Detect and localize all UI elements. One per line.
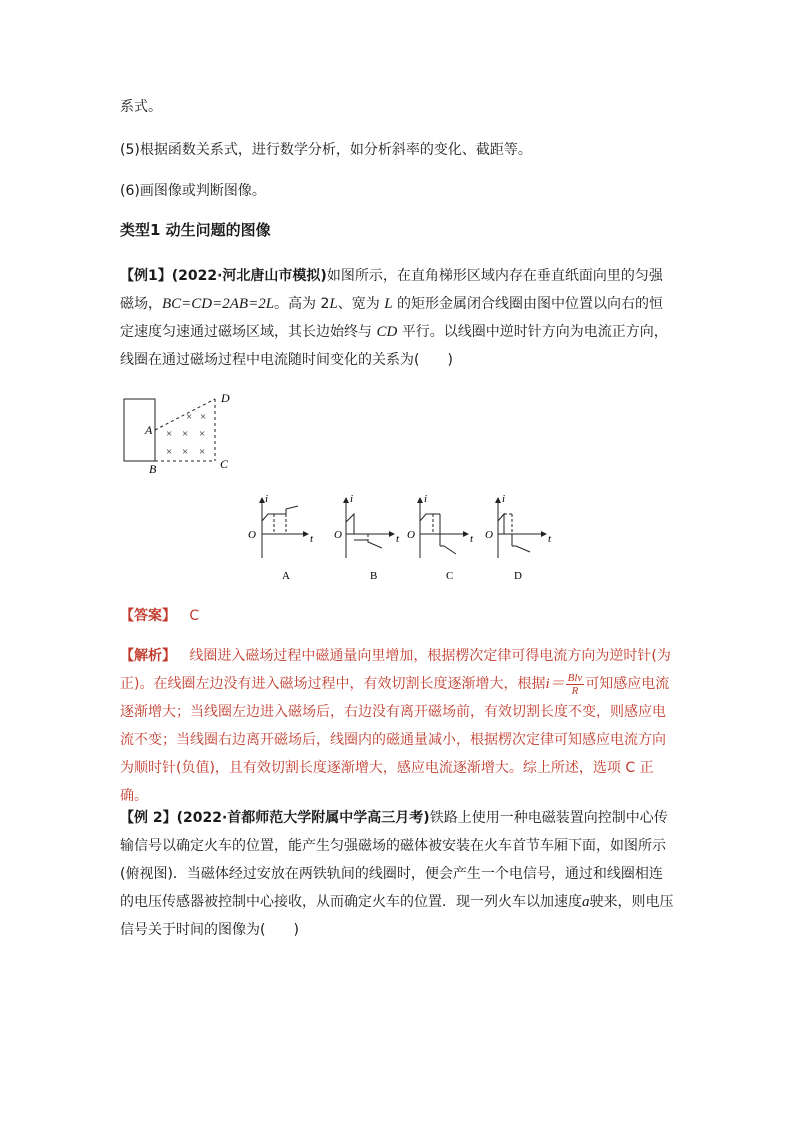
magnetic-field-crosses bbox=[166, 411, 206, 458]
graph-option-D bbox=[485, 493, 552, 582]
example-1-text: 、宽为 bbox=[337, 296, 380, 312]
example-1-label: 【例1】 bbox=[120, 268, 172, 284]
graph-option-C bbox=[407, 493, 474, 582]
current-curve bbox=[440, 546, 456, 554]
field-region-figure bbox=[118, 388, 248, 474]
axis-label-i: i bbox=[502, 493, 506, 505]
axis-label-t: t bbox=[470, 533, 474, 545]
analysis-text: 可知感应电流逐渐增大；当线圈左边进入磁场后，右边没有离开磁场前，有效切割长度不变，则感应电流不变；当线圈右边离开磁场后，线圈内的磁通量减小，根据楞次定律可知感应电流方向为顺时针(负值)，且有效切割长度逐渐增大，感应电流逐渐增大。综上所述，选项 C 正确。 bbox=[120, 676, 670, 804]
example-2-text: 铁路上使用一种电磁装置向控制中心传输信号以确定火车的位置，能产生匀强磁场的磁体被安装在火车首节车厢下面，如图所示(俯视图)．当磁体经过安放在两铁轨间的线圈时，便会产生一个电信号，通过和线圈相连的电压传感器被控制中心接收，从而确定火车的位置．现一列火车以加速度 bbox=[120, 810, 668, 910]
graph-caption: C bbox=[446, 570, 454, 582]
example-1-source: (2022·河北唐山市模拟) bbox=[171, 268, 327, 284]
current-curve bbox=[420, 514, 440, 521]
field-cross: × bbox=[166, 428, 173, 440]
option-graphs bbox=[246, 492, 558, 588]
origin-label: O bbox=[485, 529, 493, 541]
example-2-source: (2022·首都师范大学附属中学高三月考) bbox=[176, 810, 430, 826]
text-line-2: (5)根据函数关系式，进行数学分析，如分析斜率的变化、截距等。 bbox=[120, 142, 532, 158]
axis-label-i: i bbox=[350, 493, 354, 505]
example-1-math: L bbox=[329, 296, 338, 312]
graph-option-A bbox=[248, 493, 314, 582]
text-line-1: 系式。 bbox=[120, 99, 162, 115]
field-cross: × bbox=[199, 446, 206, 458]
example-1-text: 如图所示，在直角梯形区域内存在垂直纸面向里的匀强磁场， bbox=[120, 268, 663, 312]
formula-fraction bbox=[566, 672, 585, 697]
current-curve bbox=[262, 506, 298, 521]
answer-line bbox=[120, 605, 199, 625]
current-curve bbox=[512, 546, 530, 552]
example-2-text: 驶来，则电压信号关于时间的图像为( ) bbox=[120, 894, 674, 938]
origin-label: O bbox=[407, 529, 415, 541]
example-1-math: L bbox=[384, 296, 393, 312]
formula-numerator: Blv bbox=[567, 671, 583, 684]
analysis-label: 【解析】 bbox=[120, 648, 176, 664]
example-1-question bbox=[120, 262, 676, 374]
field-cross: × bbox=[182, 428, 189, 440]
graph-caption: D bbox=[514, 570, 522, 582]
formula-lhs: i＝ bbox=[545, 676, 565, 692]
axis-label-t: t bbox=[310, 533, 314, 545]
example-1-text: 的矩形金属闭合线圈由图中位置以向右的恒定速度匀速通过磁场区域，其长边始终与 bbox=[120, 296, 663, 340]
answer-value: C bbox=[189, 608, 200, 624]
field-cross: × bbox=[166, 446, 173, 458]
label-B: B bbox=[149, 462, 157, 474]
axis-label-i: i bbox=[424, 493, 428, 505]
example-1-math: CD bbox=[376, 324, 398, 340]
example-2-math: a bbox=[582, 894, 590, 910]
analysis-paragraph bbox=[120, 642, 676, 810]
label-D: D bbox=[221, 391, 230, 405]
axis-label-t: t bbox=[548, 533, 552, 545]
field-cross: × bbox=[186, 411, 193, 423]
axis-label-t: t bbox=[396, 533, 400, 545]
section-title: 类型1 动生问题的图像 bbox=[120, 221, 271, 239]
text-line-3: (6)画图像或判断图像。 bbox=[120, 183, 266, 199]
origin-label: O bbox=[334, 529, 342, 541]
example-1-math: BC=CD=2AB=2L bbox=[162, 296, 275, 312]
label-C: C bbox=[220, 457, 229, 471]
graph-caption: A bbox=[282, 570, 290, 582]
current-curve bbox=[346, 514, 354, 534]
label-A: A bbox=[145, 423, 153, 437]
example-1-text: 。高为 2 bbox=[274, 296, 330, 312]
axis-label-i: i bbox=[265, 493, 269, 505]
formula-denominator: R bbox=[571, 684, 579, 697]
field-cross: × bbox=[200, 411, 207, 423]
graph-caption: B bbox=[370, 570, 378, 582]
field-cross: × bbox=[199, 428, 206, 440]
graph-option-B bbox=[334, 493, 400, 582]
current-curve bbox=[498, 514, 504, 534]
origin-label: O bbox=[248, 529, 256, 541]
field-cross: × bbox=[182, 446, 189, 458]
example-2-question bbox=[120, 804, 676, 944]
example-1-text: 平行。以线圈中逆时针方向为电流正方向，线圈在通过磁场过程中电流随时间变化的关系为( ) bbox=[120, 324, 668, 368]
answer-label: 【答案】 bbox=[120, 608, 176, 624]
example-2-label: 【例 2】 bbox=[120, 810, 177, 826]
analysis-text: 线圈进入磁场过程中磁通量向里增加，根据楞次定律可得电流方向为逆时针(为正)。在线圈左边没有进入磁场过程中，有效切割长度逐渐增大，根据 bbox=[120, 648, 671, 692]
